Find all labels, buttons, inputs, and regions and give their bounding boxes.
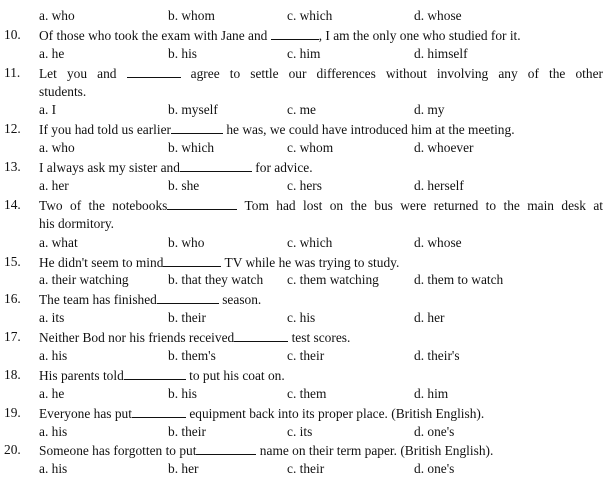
option-c: c. their	[287, 461, 325, 477]
question-text-segment: for advice.	[251, 160, 313, 176]
option-c: c. him	[287, 45, 321, 61]
option-a: a. who	[39, 140, 75, 156]
option-b: b. that they watch	[168, 272, 264, 288]
option-a: a. he	[39, 45, 65, 61]
question-stem	[0, 441, 611, 460]
question-text-segment: The team has finished	[39, 292, 157, 308]
question-text-segment: test scores.	[288, 330, 351, 346]
option-b: b. she	[168, 178, 200, 194]
question-stem-continued	[0, 83, 611, 102]
question-text-segment: Of those who took the exam with Jane and	[39, 27, 271, 43]
question-text	[39, 120, 603, 140]
question-text	[39, 253, 603, 273]
answer-blank[interactable]	[167, 196, 237, 210]
question-text	[39, 26, 603, 46]
question-stem	[0, 120, 611, 139]
answer-blank[interactable]	[157, 290, 219, 304]
answer-blank[interactable]	[163, 253, 221, 267]
option-c: c. whom	[287, 140, 334, 156]
option-d: d. whose	[414, 8, 462, 23]
option-b: b. which	[168, 140, 215, 156]
question-text-segment: Neither Bod nor his friends received	[39, 330, 235, 346]
answer-blank[interactable]	[234, 328, 288, 342]
option-a: a. he	[39, 385, 65, 401]
answer-blank[interactable]	[180, 158, 252, 172]
option-a: a. his	[39, 461, 68, 477]
option-b: b. whom	[168, 8, 215, 23]
option-c: c. hers	[287, 178, 322, 194]
option-d: d. herself	[414, 178, 464, 194]
option-a: a. his	[39, 423, 68, 439]
option-a: a. I	[39, 102, 57, 118]
question-stem	[0, 366, 611, 385]
option-b: b. their	[168, 310, 206, 326]
option-d: d. whoever	[414, 140, 474, 156]
option-b: b. myself	[168, 102, 218, 118]
answer-blank[interactable]	[171, 120, 223, 134]
question-text-segment: agree to settle our differences without involving any of the other	[180, 65, 603, 81]
answer-blank[interactable]	[196, 441, 256, 455]
question-stem	[0, 64, 611, 83]
question-stem	[0, 404, 611, 423]
question-text-segment: Let you and	[39, 65, 127, 81]
question-text-segment: Two of the notebooks	[39, 197, 168, 213]
question-stem	[0, 290, 611, 309]
options-row	[0, 271, 611, 290]
option-c: c. their	[287, 348, 325, 364]
question-text-segment: His parents told	[39, 367, 124, 383]
option-c: c. which	[287, 234, 333, 250]
option-b: b. his	[168, 45, 198, 61]
question-text-segment: name on their term paper. (British English).	[256, 443, 494, 459]
option-a: a. his	[39, 348, 68, 364]
question-text	[39, 158, 603, 178]
question-number: 10.	[4, 26, 21, 42]
question-stem	[0, 158, 611, 177]
option-a: a. her	[39, 178, 69, 194]
option-d: d. them to watch	[414, 272, 504, 288]
option-a: a. its	[39, 310, 65, 326]
option-c: c. its	[287, 423, 313, 439]
question-number: 20.	[4, 442, 21, 458]
question-text-segment: I always ask my sister and	[39, 160, 180, 176]
options-row	[0, 423, 611, 442]
answer-blank[interactable]	[132, 404, 186, 418]
question-text-segment: his dormitory.	[39, 215, 115, 231]
option-b: b. her	[168, 461, 199, 477]
question-text	[39, 196, 603, 216]
question-text-segment: , I am the only one who studied for it.	[318, 27, 521, 43]
question-text	[39, 215, 603, 234]
options-row	[0, 234, 611, 253]
question-number: 19.	[4, 404, 21, 420]
question-number: 17.	[4, 329, 21, 345]
question-number: 18.	[4, 366, 21, 382]
question-stem	[0, 26, 611, 45]
options-row	[0, 101, 611, 120]
option-d: d. one's	[414, 423, 455, 439]
options-row	[0, 460, 611, 479]
option-b: b. them's	[168, 348, 216, 364]
question-stem	[0, 328, 611, 347]
question-number: 12.	[4, 121, 21, 137]
option-d: d. her	[414, 310, 445, 326]
question-number: 14.	[4, 196, 21, 212]
option-d: d. my	[414, 102, 445, 118]
question-text	[39, 366, 603, 386]
answer-blank[interactable]	[124, 366, 186, 380]
option-d: d. him	[414, 385, 449, 401]
question-text	[39, 64, 603, 84]
answer-blank[interactable]	[127, 64, 181, 78]
option-b: b. their	[168, 423, 206, 439]
option-d: d. their's	[414, 348, 460, 364]
question-stem-continued	[0, 215, 611, 234]
question-number: 16.	[4, 291, 21, 307]
question-text-segment: If you had told us earlier	[39, 122, 172, 138]
question-text-segment: He didn't seem to mind	[39, 254, 164, 270]
question-number: 11.	[4, 64, 21, 80]
question-text	[39, 441, 603, 461]
option-a: a. who	[39, 8, 75, 23]
option-c: c. them watching	[287, 272, 379, 288]
question-number: 13.	[4, 159, 21, 175]
question-number: 15.	[4, 253, 21, 269]
option-d: d. himself	[414, 45, 468, 61]
question-text-segment: he was, we could have introduced him at the meeting.	[223, 122, 515, 138]
option-c: c. which	[287, 8, 333, 23]
options-row	[0, 7, 611, 26]
option-b: b. who	[168, 234, 205, 250]
question-text-segment: to put his coat on.	[185, 367, 285, 383]
question-text	[39, 328, 603, 348]
options-row	[0, 385, 611, 404]
question-stem	[0, 253, 611, 272]
question-text	[39, 83, 603, 102]
option-d: d. whose	[414, 234, 462, 250]
question-text-segment: students.	[39, 83, 87, 99]
question-text-segment: Tom had lost on the bus were returned to the main desk at	[237, 197, 603, 213]
option-c: c. me	[287, 102, 316, 118]
option-c: c. his	[287, 310, 316, 326]
question-text-segment: equipment back into its proper place. (British English).	[185, 405, 485, 421]
question-text	[39, 290, 603, 310]
question-text-segment: Someone has forgotten to put	[39, 443, 197, 459]
option-c: c. them	[287, 385, 327, 401]
question-text-segment: season.	[218, 292, 262, 308]
option-a: a. what	[39, 234, 78, 250]
options-row	[0, 45, 611, 64]
question-stem	[0, 196, 611, 215]
option-a: a. their watching	[39, 272, 129, 288]
options-row	[0, 347, 611, 366]
options-row	[0, 139, 611, 158]
option-b: b. his	[168, 385, 198, 401]
question-text	[39, 404, 603, 424]
options-row	[0, 309, 611, 328]
answer-blank[interactable]	[271, 26, 319, 40]
options-row	[0, 177, 611, 196]
option-d: d. one's	[414, 461, 455, 477]
question-text-segment: TV while he was trying to study.	[221, 254, 400, 270]
question-text-segment: Everyone has put	[39, 405, 132, 421]
